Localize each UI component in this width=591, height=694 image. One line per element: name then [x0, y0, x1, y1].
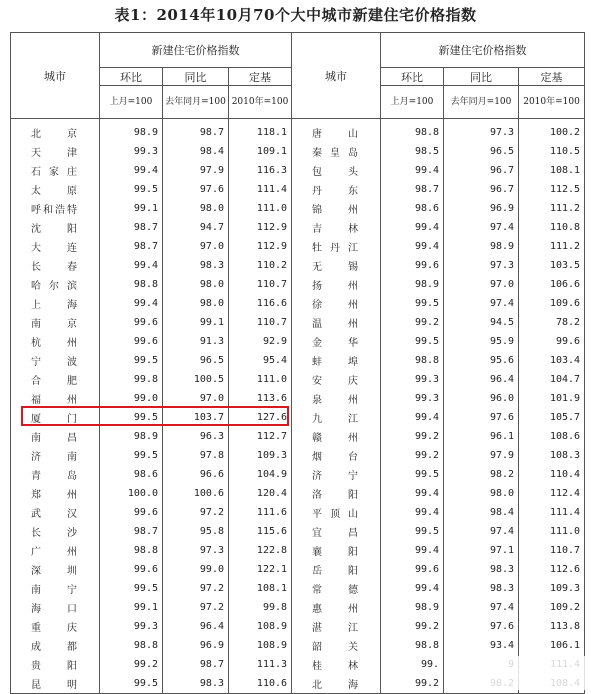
yoy-cell-right: 96.1 [444, 427, 519, 446]
mom-cell-left: 99.3 [100, 142, 163, 161]
city-cell-right: 湛江 [292, 617, 381, 636]
column-header-fixed-right: 定基 [519, 68, 585, 86]
mom-cell-right: 99.5 [381, 332, 444, 351]
table-row [11, 218, 585, 237]
city-cell-left: 武汉 [11, 503, 100, 522]
mom-cell-left: 98.6 [100, 465, 163, 484]
mom-cell-right: 99.3 [381, 389, 444, 408]
fixed-cell-left: 113.6 [229, 389, 292, 408]
mom-cell-right: 99.5 [381, 522, 444, 541]
mom-cell-right: 99.4 [381, 161, 444, 180]
fixed-cell-left: 116.6 [229, 294, 292, 313]
fixed-cell-right: 111.0 [519, 522, 585, 541]
fixed-cell-left: 111.4 [229, 180, 292, 199]
fixed-cell-right: 106.6 [519, 275, 585, 294]
yoy-cell-left: 91.3 [163, 332, 229, 351]
table-row [11, 465, 585, 484]
fixed-cell-left: 109.1 [229, 142, 292, 161]
yoy-cell-right: 98.4 [444, 503, 519, 522]
city-cell-left: 石家庄 [11, 161, 100, 180]
city-cell-left: 成都 [11, 636, 100, 655]
city-cell-right: 安庆 [292, 370, 381, 389]
fixed-cell-left: 95.4 [229, 351, 292, 370]
city-cell-right: 襄阳 [292, 541, 381, 560]
column-header-fixed-left: 定基 [229, 68, 292, 86]
fixed-cell-left: 116.3 [229, 161, 292, 180]
mom-cell-right: 99.4 [381, 237, 444, 256]
mom-cell-right: 99.6 [381, 560, 444, 579]
city-cell-left: 北京 [11, 119, 100, 143]
fixed-cell-left: 99.8 [229, 598, 292, 617]
page-title: 表1：2014年10月70个大中城市新建住宅价格指数 [114, 6, 477, 24]
yoy-cell-left: 97.0 [163, 389, 229, 408]
yoy-cell-right: 96.5 [444, 142, 519, 161]
fixed-cell-right: 110.8 [519, 218, 585, 237]
fixed-cell-right: 111.2 [519, 199, 585, 218]
fixed-cell-right: 112.4 [519, 484, 585, 503]
base-label-fixed-right: 2010年=100 [519, 86, 585, 119]
column-header-yoy-right: 同比 [444, 68, 519, 86]
fixed-cell-left: 112.9 [229, 237, 292, 256]
fixed-cell-right: 100.2 [519, 119, 585, 143]
city-cell-left: 上海 [11, 294, 100, 313]
city-cell-right: 包头 [292, 161, 381, 180]
city-cell-left: 杭州 [11, 332, 100, 351]
table-row [11, 560, 585, 579]
mom-cell-left: 99.8 [100, 370, 163, 389]
mom-cell-right: 99. [381, 655, 444, 674]
city-cell-left: 青岛 [11, 465, 100, 484]
mom-cell-right: 99.4 [381, 484, 444, 503]
fixed-cell-left: 111.6 [229, 503, 292, 522]
yoy-cell-right: 98.2 [444, 465, 519, 484]
city-cell-right: 九江 [292, 408, 381, 427]
fixed-cell-right: 109.3 [519, 579, 585, 598]
yoy-cell-left: 100.5 [163, 370, 229, 389]
yoy-cell-left: 97.2 [163, 579, 229, 598]
yoy-cell-right: 98.0 [444, 484, 519, 503]
city-cell-right: 烟台 [292, 446, 381, 465]
city-cell-left: 重庆 [11, 617, 100, 636]
table-row [11, 370, 585, 389]
fixed-cell-left: 110.7 [229, 275, 292, 294]
mom-cell-left: 99.6 [100, 332, 163, 351]
mom-cell-right: 99.6 [381, 256, 444, 275]
table-row [11, 180, 585, 199]
fixed-cell-right: 109.6 [519, 294, 585, 313]
yoy-cell-right: 97.1 [444, 541, 519, 560]
mom-cell-left: 98.7 [100, 237, 163, 256]
yoy-cell-right: 98.3 [444, 579, 519, 598]
table-row [11, 332, 585, 351]
mom-cell-left: 99.4 [100, 161, 163, 180]
city-cell-right: 泉州 [292, 389, 381, 408]
fixed-cell-right: 108.3 [519, 446, 585, 465]
fixed-cell-left: 112.7 [229, 427, 292, 446]
mom-cell-right: 98.7 [381, 180, 444, 199]
city-cell-right: 洛阳 [292, 484, 381, 503]
fixed-cell-right: 112.5 [519, 180, 585, 199]
yoy-cell-left: 99.0 [163, 560, 229, 579]
table-row [11, 408, 585, 427]
mom-cell-left: 98.9 [100, 427, 163, 446]
table-row [11, 598, 585, 617]
table-row [11, 484, 585, 503]
mom-cell-left: 98.8 [100, 541, 163, 560]
fixed-cell-right: 113.8 [519, 617, 585, 636]
yoy-cell-right: 94.5 [444, 313, 519, 332]
yoy-cell-right: 95.6 [444, 351, 519, 370]
mom-cell-left: 98.7 [100, 218, 163, 237]
yoy-cell-right: 96.7 [444, 161, 519, 180]
yoy-cell-right: 97.6 [444, 617, 519, 636]
fixed-cell-left: 110.2 [229, 256, 292, 275]
mom-cell-right: 99.2 [381, 446, 444, 465]
mom-cell-left: 99.1 [100, 199, 163, 218]
yoy-cell-right: 97.3 [444, 256, 519, 275]
city-cell-left: 大连 [11, 237, 100, 256]
yoy-cell-right: 97.4 [444, 294, 519, 313]
mom-cell-left: 99.6 [100, 503, 163, 522]
mom-cell-right: 98.6 [381, 199, 444, 218]
city-cell-left: 宁波 [11, 351, 100, 370]
mom-cell-right: 99.5 [381, 294, 444, 313]
city-cell-right: 无锡 [292, 256, 381, 275]
table-body [11, 119, 585, 694]
fixed-cell-left: 111.3 [229, 655, 292, 674]
yoy-cell-left: 98.0 [163, 294, 229, 313]
fixed-cell-right: 108.1 [519, 161, 585, 180]
city-cell-right: 金华 [292, 332, 381, 351]
city-cell-right: 牡丹江 [292, 237, 381, 256]
yoy-cell-right: 97.3 [444, 119, 519, 143]
fixed-cell-left: 108.9 [229, 617, 292, 636]
yoy-cell-left: 96.9 [163, 636, 229, 655]
yoy-cell-right: 96.9 [444, 199, 519, 218]
yoy-cell-left: 97.6 [163, 180, 229, 199]
city-cell-right: 桂林 [292, 655, 381, 674]
yoy-cell-left: 98.4 [163, 142, 229, 161]
mom-cell-right: 98.5 [381, 142, 444, 161]
yoy-cell-left: 99.1 [163, 313, 229, 332]
city-cell-right: 北海 [292, 674, 381, 694]
base-label-yoy-left: 去年同月=100 [163, 86, 229, 119]
mom-cell-left: 99.0 [100, 389, 163, 408]
city-cell-left: 长沙 [11, 522, 100, 541]
city-cell-left: 贵阳 [11, 655, 100, 674]
fixed-cell-left: 120.4 [229, 484, 292, 503]
mom-cell-left: 99.5 [100, 351, 163, 370]
fixed-cell-right: 105.7 [519, 408, 585, 427]
fixed-cell-right: 110.4 [519, 465, 585, 484]
city-cell-right: 吉林 [292, 218, 381, 237]
city-cell-right: 徐州 [292, 294, 381, 313]
table-row [11, 636, 585, 655]
mom-cell-right: 98.8 [381, 351, 444, 370]
city-cell-right: 秦皇岛 [292, 142, 381, 161]
column-group-header-left: 新建住宅价格指数 [100, 33, 292, 68]
yoy-cell-left: 96.6 [163, 465, 229, 484]
table-row [11, 237, 585, 256]
mom-cell-left: 99.6 [100, 313, 163, 332]
city-cell-right: 唐山 [292, 119, 381, 143]
city-cell-right: 常德 [292, 579, 381, 598]
fixed-cell-right: 112.6 [519, 560, 585, 579]
city-cell-left: 太原 [11, 180, 100, 199]
column-header-city-left: 城市 [11, 33, 100, 119]
table-row [11, 503, 585, 522]
fixed-cell-right: 106.1 [519, 636, 585, 655]
table-row [11, 256, 585, 275]
city-cell-left: 南昌 [11, 427, 100, 446]
fixed-cell-left: 92.9 [229, 332, 292, 351]
mom-cell-left: 99.6 [100, 560, 163, 579]
mom-cell-right: 99.4 [381, 218, 444, 237]
fixed-cell-left: 118.1 [229, 119, 292, 143]
mom-cell-left: 99.5 [100, 674, 163, 694]
mom-cell-left: 99.5 [100, 446, 163, 465]
mom-cell-right: 99.2 [381, 427, 444, 446]
yoy-cell-right: 98.3 [444, 560, 519, 579]
yoy-cell-right: 96.0 [444, 389, 519, 408]
city-cell-right: 丹东 [292, 180, 381, 199]
fixed-cell-right: 111.4 [519, 503, 585, 522]
fixed-cell-left: 104.9 [229, 465, 292, 484]
base-label-mom-right: 上月=100 [381, 86, 444, 119]
fixed-cell-left: 110.7 [229, 313, 292, 332]
yoy-cell-left: 98.7 [163, 655, 229, 674]
yoy-cell-left: 97.2 [163, 598, 229, 617]
city-cell-left: 深圳 [11, 560, 100, 579]
yoy-cell-right: 98.9 [444, 237, 519, 256]
mom-cell-right: 99.3 [381, 370, 444, 389]
mom-cell-right: 98.8 [381, 119, 444, 143]
city-cell-right: 赣州 [292, 427, 381, 446]
city-cell-left: 天津 [11, 142, 100, 161]
yoy-cell-left: 98.7 [163, 119, 229, 143]
city-cell-left: 哈尔滨 [11, 275, 100, 294]
yoy-cell-left: 98.3 [163, 256, 229, 275]
yoy-cell-right: 97.6 [444, 408, 519, 427]
yoy-cell-left: 95.8 [163, 522, 229, 541]
yoy-cell-left: 97.9 [163, 161, 229, 180]
city-cell-left: 合肥 [11, 370, 100, 389]
fixed-cell-right: 78.2 [519, 313, 585, 332]
city-cell-left: 昆明 [11, 674, 100, 694]
mom-cell-left: 99.4 [100, 256, 163, 275]
mom-cell-left: 100.0 [100, 484, 163, 503]
mom-cell-left: 98.8 [100, 636, 163, 655]
city-cell-left: 呼和浩特 [11, 199, 100, 218]
table-row [11, 199, 585, 218]
city-cell-left: 厦门 [11, 408, 100, 427]
fixed-cell-right: 99.6 [519, 332, 585, 351]
city-cell-left: 广州 [11, 541, 100, 560]
yoy-cell-left: 103.7 [163, 408, 229, 427]
mom-cell-left: 99.5 [100, 579, 163, 598]
price-index-table [10, 32, 585, 694]
mom-cell-right: 99.2 [381, 617, 444, 636]
mom-cell-right: 98.8 [381, 636, 444, 655]
yoy-cell-left: 97.2 [163, 503, 229, 522]
mom-cell-right: 99.4 [381, 579, 444, 598]
yoy-cell-left: 97.3 [163, 541, 229, 560]
table-row [11, 351, 585, 370]
city-cell-right: 惠州 [292, 598, 381, 617]
fixed-cell-left: 108.1 [229, 579, 292, 598]
fixed-cell-left: 112.9 [229, 218, 292, 237]
city-cell-left: 济南 [11, 446, 100, 465]
table-row [11, 541, 585, 560]
table-row [11, 579, 585, 598]
fixed-cell-left: 115.6 [229, 522, 292, 541]
yoy-cell-left: 94.7 [163, 218, 229, 237]
column-header-yoy-left: 同比 [163, 68, 229, 86]
base-label-yoy-right: 去年同月=100 [444, 86, 519, 119]
yoy-cell-right: 97.4 [444, 218, 519, 237]
mom-cell-left: 99.4 [100, 294, 163, 313]
watermark-cover [477, 656, 587, 690]
city-cell-left: 海口 [11, 598, 100, 617]
fixed-cell-right: 103.5 [519, 256, 585, 275]
table-row [11, 119, 585, 143]
mom-cell-right: 99.4 [381, 408, 444, 427]
city-cell-left: 沈阳 [11, 218, 100, 237]
city-cell-left: 南宁 [11, 579, 100, 598]
base-label-fixed-left: 2010年=100 [229, 86, 292, 119]
city-cell-right: 温州 [292, 313, 381, 332]
fixed-cell-left: 108.9 [229, 636, 292, 655]
mom-cell-right: 99.5 [381, 465, 444, 484]
table-row [11, 446, 585, 465]
city-cell-left: 郑州 [11, 484, 100, 503]
fixed-cell-right: 111.2 [519, 237, 585, 256]
column-header-mom-right: 环比 [381, 68, 444, 86]
yoy-cell-left: 97.8 [163, 446, 229, 465]
yoy-cell-right: 96.4 [444, 370, 519, 389]
base-label-mom-left: 上月=100 [100, 86, 163, 119]
mom-cell-left: 99.5 [100, 408, 163, 427]
yoy-cell-left: 98.3 [163, 674, 229, 694]
city-cell-left: 福州 [11, 389, 100, 408]
city-cell-right: 平顶山 [292, 503, 381, 522]
fixed-cell-right: 109.2 [519, 598, 585, 617]
yoy-cell-left: 96.4 [163, 617, 229, 636]
city-cell-left: 长春 [11, 256, 100, 275]
table-row [11, 294, 585, 313]
fixed-cell-left: 110.6 [229, 674, 292, 694]
fixed-cell-left: 122.8 [229, 541, 292, 560]
mom-cell-right: 98.9 [381, 598, 444, 617]
city-cell-left: 南京 [11, 313, 100, 332]
table-row [11, 142, 585, 161]
column-header-city-right: 城市 [292, 33, 381, 119]
mom-cell-right: 98.9 [381, 275, 444, 294]
city-cell-right: 济宁 [292, 465, 381, 484]
yoy-cell-right: 97.9 [444, 446, 519, 465]
fixed-cell-left: 109.3 [229, 446, 292, 465]
yoy-cell-right: 96.7 [444, 180, 519, 199]
table-row [11, 313, 585, 332]
fixed-cell-left: 127.6 [229, 408, 292, 427]
column-group-header-right: 新建住宅价格指数 [381, 33, 585, 68]
mom-cell-right: 99.2 [381, 313, 444, 332]
yoy-cell-right: 97.4 [444, 522, 519, 541]
city-cell-right: 岳阳 [292, 560, 381, 579]
yoy-cell-left: 97.0 [163, 237, 229, 256]
table-row [11, 522, 585, 541]
mom-cell-left: 98.9 [100, 119, 163, 143]
city-cell-right: 锦州 [292, 199, 381, 218]
mom-cell-left: 99.5 [100, 180, 163, 199]
yoy-cell-right: 97.4 [444, 598, 519, 617]
mom-cell-left: 98.7 [100, 522, 163, 541]
column-header-mom-left: 环比 [100, 68, 163, 86]
yoy-cell-left: 98.0 [163, 199, 229, 218]
fixed-cell-right: 108.6 [519, 427, 585, 446]
yoy-cell-right: 97.0 [444, 275, 519, 294]
yoy-cell-left: 98.0 [163, 275, 229, 294]
city-cell-right: 扬州 [292, 275, 381, 294]
yoy-cell-right: 93.4 [444, 636, 519, 655]
city-cell-right: 韶关 [292, 636, 381, 655]
table-row [11, 617, 585, 636]
mom-cell-left: 99.1 [100, 598, 163, 617]
mom-cell-left: 98.8 [100, 275, 163, 294]
mom-cell-right: 99.4 [381, 503, 444, 522]
city-cell-right: 蚌埠 [292, 351, 381, 370]
fixed-cell-right: 101.9 [519, 389, 585, 408]
mom-cell-right: 99.2 [381, 674, 444, 694]
table-row [11, 389, 585, 408]
table-row [11, 275, 585, 294]
mom-cell-left: 99.3 [100, 617, 163, 636]
city-cell-right: 宜昌 [292, 522, 381, 541]
table-row [11, 427, 585, 446]
fixed-cell-right: 110.5 [519, 142, 585, 161]
yoy-cell-left: 100.6 [163, 484, 229, 503]
fixed-cell-left: 111.0 [229, 370, 292, 389]
fixed-cell-right: 104.7 [519, 370, 585, 389]
fixed-cell-right: 103.4 [519, 351, 585, 370]
fixed-cell-left: 111.0 [229, 199, 292, 218]
mom-cell-right: 99.4 [381, 541, 444, 560]
fixed-cell-right: 110.7 [519, 541, 585, 560]
yoy-cell-left: 96.5 [163, 351, 229, 370]
yoy-cell-left: 96.3 [163, 427, 229, 446]
fixed-cell-left: 122.1 [229, 560, 292, 579]
yoy-cell-right: 95.9 [444, 332, 519, 351]
mom-cell-left: 99.2 [100, 655, 163, 674]
table-row [11, 161, 585, 180]
